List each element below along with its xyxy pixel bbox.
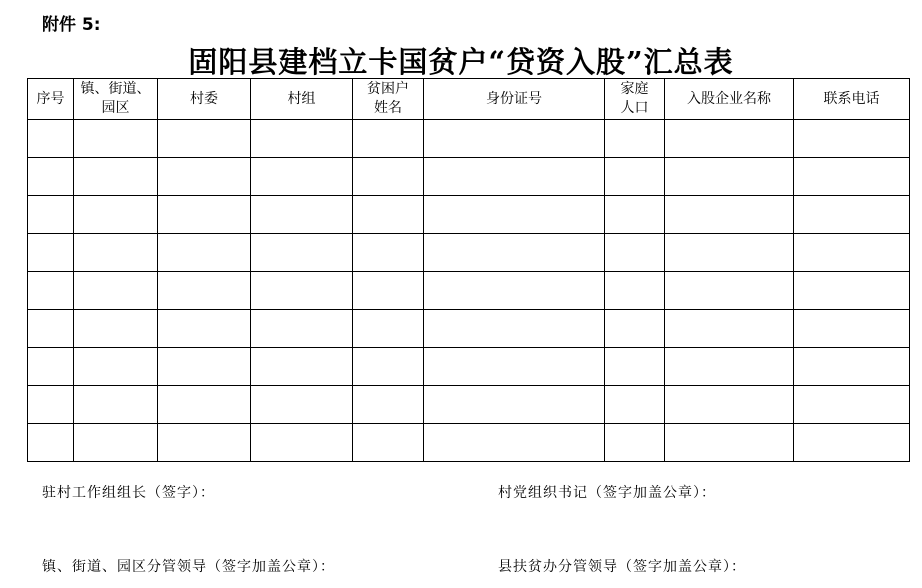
table-cell [251, 196, 353, 234]
header-seq: 序号 [28, 79, 74, 120]
table-cell [251, 348, 353, 386]
table-cell [424, 310, 605, 348]
table-cell [353, 310, 424, 348]
table-cell [158, 234, 251, 272]
table-cell [665, 348, 794, 386]
table-row [28, 424, 910, 462]
table-cell [424, 196, 605, 234]
table-cell [74, 310, 158, 348]
table-cell [251, 424, 353, 462]
header-company-name: 入股企业名称 [665, 79, 794, 120]
table-row [28, 234, 910, 272]
table-cell [74, 348, 158, 386]
table-cell [158, 386, 251, 424]
attachment-label: 附件 5: [42, 15, 101, 35]
table-cell [794, 196, 910, 234]
table-cell [665, 158, 794, 196]
table-cell [794, 310, 910, 348]
table-cell [158, 348, 251, 386]
header-household-name: 贫困户 姓名 [353, 79, 424, 120]
table-cell [28, 196, 74, 234]
table-cell [28, 348, 74, 386]
header-id-number: 身份证号 [424, 79, 605, 120]
table-cell [794, 424, 910, 462]
signature-town-leader: 镇、街道、园区分管领导（签字加盖公章）： [42, 559, 335, 575]
table-cell [158, 158, 251, 196]
table-cell [424, 272, 605, 310]
header-village-group: 村组 [251, 79, 353, 120]
table-row [28, 386, 910, 424]
table-cell [424, 234, 605, 272]
table-cell [158, 424, 251, 462]
table-cell [605, 348, 665, 386]
table-cell [353, 196, 424, 234]
table-cell [665, 234, 794, 272]
table-cell [74, 120, 158, 158]
table-cell [353, 158, 424, 196]
header-family-size: 家庭 人口 [605, 79, 665, 120]
table-cell [158, 310, 251, 348]
table-cell [74, 234, 158, 272]
table-cell [28, 272, 74, 310]
signature-county-office-leader: 县扶贫办分管领导（签字加盖公章）： [498, 559, 746, 575]
table-row [28, 158, 910, 196]
table-cell [794, 158, 910, 196]
table-cell [424, 348, 605, 386]
table-cell [251, 310, 353, 348]
table-cell [794, 386, 910, 424]
header-town: 镇、街道、 园区 [74, 79, 158, 120]
table-cell [28, 158, 74, 196]
table-cell [605, 386, 665, 424]
table-cell [605, 272, 665, 310]
table-cell [251, 234, 353, 272]
table-cell [605, 158, 665, 196]
table-cell [353, 386, 424, 424]
signature-village-team-leader: 驻村工作组组长（签字）： [42, 485, 215, 501]
table-cell [251, 120, 353, 158]
table-cell [28, 310, 74, 348]
table-cell [251, 272, 353, 310]
table-cell [424, 386, 605, 424]
table-cell [158, 120, 251, 158]
table-cell [353, 234, 424, 272]
table-cell [74, 272, 158, 310]
table-cell [605, 424, 665, 462]
table-cell [794, 348, 910, 386]
table-cell [28, 120, 74, 158]
table-cell [353, 424, 424, 462]
document-title: 固阳县建档立卡国贫户“贷资入股”汇总表 [188, 45, 734, 79]
table-cell [74, 424, 158, 462]
table-cell [28, 386, 74, 424]
table-row [28, 120, 910, 158]
table-cell [605, 234, 665, 272]
table-cell [158, 196, 251, 234]
header-row [28, 79, 910, 120]
table-cell [158, 272, 251, 310]
table-cell [251, 158, 353, 196]
header-village-committee: 村委 [158, 79, 251, 120]
table-cell [424, 120, 605, 158]
table-cell [605, 196, 665, 234]
table-cell [665, 272, 794, 310]
summary-table [27, 78, 910, 462]
table-cell [28, 424, 74, 462]
table-cell [665, 386, 794, 424]
table-row [28, 348, 910, 386]
header-phone: 联系电话 [794, 79, 910, 120]
table-cell [353, 272, 424, 310]
table-cell [794, 272, 910, 310]
table-cell [794, 120, 910, 158]
table-cell [665, 424, 794, 462]
table-cell [605, 310, 665, 348]
table-row [28, 196, 910, 234]
table-cell [605, 120, 665, 158]
table-cell [665, 120, 794, 158]
table-cell [353, 348, 424, 386]
table-cell [251, 386, 353, 424]
table-cell [794, 234, 910, 272]
table-cell [353, 120, 424, 158]
table-row [28, 272, 910, 310]
table-cell [665, 310, 794, 348]
table-cell [665, 196, 794, 234]
table-row [28, 310, 910, 348]
table-cell [74, 196, 158, 234]
table-cell [424, 424, 605, 462]
signature-party-secretary: 村党组织书记（签字加盖公章）： [498, 485, 716, 501]
table-cell [74, 386, 158, 424]
table-cell [28, 234, 74, 272]
table-cell [424, 158, 605, 196]
table-cell [74, 158, 158, 196]
